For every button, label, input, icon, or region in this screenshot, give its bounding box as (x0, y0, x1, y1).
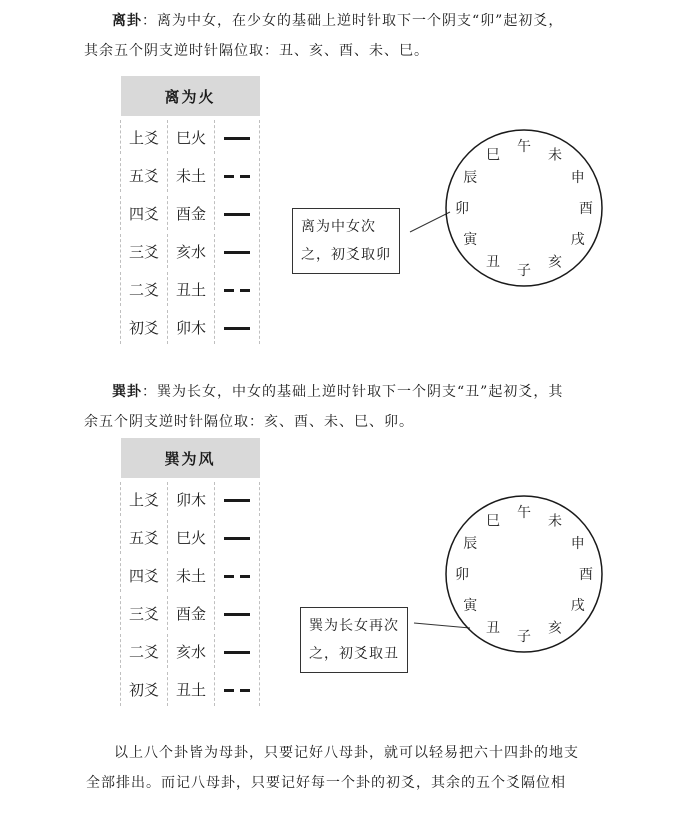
branch-label: 巳 (486, 513, 500, 530)
yao-branch: 巳火 (168, 518, 215, 556)
yao-line-cell (215, 270, 260, 308)
section1-heading: 离卦 (112, 13, 142, 29)
yao-branch: 丑土 (168, 270, 215, 308)
yang-line-icon (224, 537, 250, 540)
yao-row (121, 118, 260, 156)
yao-line-cell (215, 194, 260, 232)
yao-row (121, 556, 260, 594)
yang-line-icon (224, 137, 250, 140)
yao-line-cell (215, 156, 260, 194)
xun-gua-table (120, 438, 260, 710)
yao-position: 四爻 (121, 194, 168, 232)
branch-label: 丑 (486, 620, 500, 637)
branch-circle (442, 492, 606, 656)
yao-branch: 亥水 (168, 632, 215, 670)
li-gua-table (120, 76, 260, 348)
yao-row (121, 632, 260, 670)
closing-line2: 全部排出。而记八母卦，只要记好每一个卦的初爻，其余的五个爻隔位相 (86, 775, 566, 791)
branch-label: 巳 (486, 147, 500, 164)
li-gua-callout (292, 208, 400, 274)
branch-label: 申 (570, 536, 585, 552)
xun-gua-callout-line1: 巽为长女再次 (309, 618, 399, 634)
yao-branch: 酉金 (168, 594, 215, 632)
section1-text-line2: 其余五个阴支逆时针隔位取：丑、亥、酉、未、巳。 (84, 43, 429, 59)
branch-label: 寅 (463, 598, 478, 614)
yin-line-icon (224, 689, 250, 692)
yang-line-icon (224, 327, 250, 330)
yao-row (121, 232, 260, 270)
branch-label: 寅 (463, 232, 478, 248)
branch-label: 申 (570, 170, 585, 186)
yao-position: 上爻 (121, 118, 168, 156)
xun-gua-table-title: 巽为风 (121, 438, 260, 480)
yin-line-icon (224, 289, 250, 292)
yao-position: 五爻 (121, 156, 168, 194)
yang-line-icon (224, 613, 250, 616)
yao-branch: 未土 (168, 156, 215, 194)
branch-label: 辰 (463, 170, 478, 186)
section2-paragraph (84, 377, 644, 437)
yao-row (121, 518, 260, 556)
section2-text-line1: ：巽为长女，中女的基础上逆时针取下一个阴支“丑”起初爻，其 (142, 384, 564, 400)
branch-label: 子 (517, 263, 531, 279)
yao-line-cell (215, 308, 260, 346)
yao-line-cell (215, 556, 260, 594)
branch-label: 戌 (570, 598, 585, 614)
yao-branch: 卯木 (168, 480, 215, 518)
yao-line-cell (215, 518, 260, 556)
yao-position: 上爻 (121, 480, 168, 518)
closing-paragraph (86, 738, 646, 798)
branch-label: 酉 (579, 201, 593, 217)
yao-position: 二爻 (121, 270, 168, 308)
branch-label: 午 (517, 139, 531, 155)
yao-branch: 巳火 (168, 118, 215, 156)
yao-branch: 酉金 (168, 194, 215, 232)
yao-position: 三爻 (121, 594, 168, 632)
yao-line-cell (215, 480, 260, 518)
li-gua-callout-line1: 离为中女次 (301, 219, 376, 235)
yao-branch: 亥水 (168, 232, 215, 270)
branch-label: 亥 (548, 620, 562, 637)
yao-branch: 卯木 (168, 308, 215, 346)
yao-branch: 未土 (168, 556, 215, 594)
yao-position: 四爻 (121, 556, 168, 594)
branch-label: 戌 (570, 232, 585, 248)
branch-label: 亥 (548, 254, 562, 271)
xun-gua-callout-line2: 之，初爻取丑 (309, 646, 399, 662)
yang-line-icon (224, 251, 250, 254)
yao-row (121, 670, 260, 708)
branch-circle (442, 126, 606, 290)
yao-line-cell (215, 118, 260, 156)
branch-label: 卯 (455, 567, 469, 583)
yao-line-cell (215, 594, 260, 632)
section1-paragraph (84, 6, 644, 66)
branch-label: 未 (548, 147, 562, 164)
yao-branch: 丑土 (168, 670, 215, 708)
yao-position: 二爻 (121, 632, 168, 670)
yao-row (121, 156, 260, 194)
yang-line-icon (224, 499, 250, 502)
branch-label: 酉 (579, 567, 593, 583)
xun-gua-clock (442, 492, 606, 660)
branch-label: 辰 (463, 536, 478, 552)
yao-line-cell (215, 232, 260, 270)
yao-position: 五爻 (121, 518, 168, 556)
closing-line1: 以上八个卦皆为母卦，只要记好八母卦，就可以轻易把六十四卦的地支 (114, 745, 579, 761)
yao-row (121, 194, 260, 232)
section2-heading: 巽卦 (112, 384, 142, 400)
yao-row (121, 308, 260, 346)
section2-text-line2: 余五个阴支逆时针隔位取：亥、酉、未、巳、卯。 (84, 414, 414, 430)
branch-label: 未 (548, 513, 562, 530)
yao-position: 三爻 (121, 232, 168, 270)
yao-line-cell (215, 632, 260, 670)
yao-row (121, 594, 260, 632)
section1-text-line1: ：离为中女，在少女的基础上逆时针取下一个阴支“卯”起初爻， (142, 13, 564, 29)
yao-line-cell (215, 670, 260, 708)
li-gua-table-title: 离为火 (121, 76, 260, 118)
branch-label: 卯 (455, 201, 469, 217)
yin-line-icon (224, 575, 250, 578)
yang-line-icon (224, 651, 250, 654)
yao-position: 初爻 (121, 670, 168, 708)
yin-line-icon (224, 175, 250, 178)
xun-gua-callout (300, 607, 408, 673)
yang-line-icon (224, 213, 250, 216)
yao-row (121, 270, 260, 308)
branch-label: 午 (517, 505, 531, 521)
yao-row (121, 480, 260, 518)
branch-label: 子 (517, 629, 531, 645)
li-gua-clock (442, 126, 606, 294)
yao-position: 初爻 (121, 308, 168, 346)
li-gua-callout-line2: 之，初爻取卯 (301, 247, 391, 263)
branch-label: 丑 (486, 254, 500, 271)
